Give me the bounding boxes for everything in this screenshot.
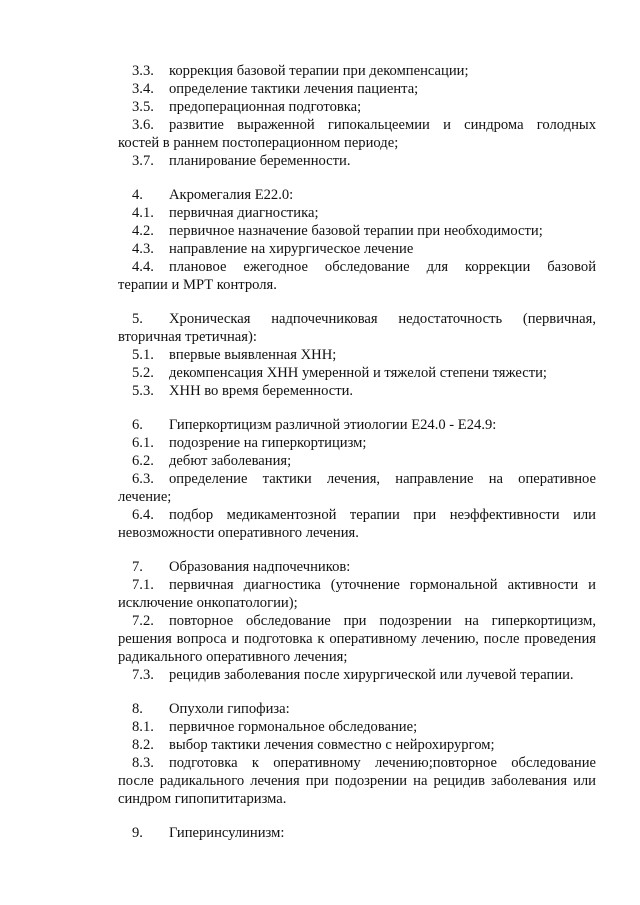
section-title: Акромегалия Е22.0: [169, 187, 294, 203]
section-title: Хроническая надпочечниковая недостаточность (первичная, [169, 311, 596, 327]
item-number: 6.4. [132, 507, 154, 523]
item-text: первичная диагностика; [169, 205, 319, 221]
item-text-cont: лечение; [118, 489, 172, 505]
item-text: первичная диагностика (уточнение гормональной активности и [169, 577, 596, 593]
item-number: 4.4. [132, 259, 154, 275]
item-number: 7.1. [132, 577, 154, 593]
section-number: 8. [132, 701, 143, 717]
item-number: 3.3. [132, 63, 154, 79]
section-number: 6. [132, 417, 143, 433]
item-number: 3.6. [132, 117, 154, 133]
item-text: планирование беременности. [169, 153, 351, 169]
item-text-cont: костей в раннем постоперационном периоде; [118, 135, 399, 151]
item-text-cont: синдром гипопититаризма. [118, 791, 287, 807]
section-number: 7. [132, 559, 143, 575]
item-text-cont: исключение онкопатологии); [118, 595, 298, 611]
item-text: подозрение на гиперкортицизм; [169, 435, 367, 451]
item-text: предоперационная подготовка; [169, 99, 362, 115]
item-text: рецидив заболевания после хирургической или лучевой терапии. [169, 667, 574, 683]
item-text: подготовка к оперативному лечению;повторное обследование [169, 755, 596, 771]
item-text: первичное назначение базовой терапии при необходимости; [169, 223, 543, 239]
section-number: 9. [132, 825, 143, 841]
section-title-cont: вторичная третичная): [118, 329, 257, 345]
item-text: выбор тактики лечения совместно с нейрохирургом; [169, 737, 495, 753]
item-text: декомпенсация ХНН умеренной и тяжелой степени тяжести; [169, 365, 547, 381]
item-number: 3.4. [132, 81, 154, 97]
section-number: 4. [132, 187, 143, 203]
item-text: первичное гормональное обследование; [169, 719, 418, 735]
item-number: 8.1. [132, 719, 154, 735]
item-text: впервые выявленная ХНН; [169, 347, 337, 363]
item-number: 5.3. [132, 383, 154, 399]
item-text-cont: невозможности оперативного лечения. [118, 525, 359, 541]
item-text: плановое ежегодное обследование для коррекции базовой [169, 259, 596, 275]
item-number: 4.2. [132, 223, 154, 239]
item-number: 3.7. [132, 153, 154, 169]
item-text-cont: радикального оперативного лечения; [118, 649, 348, 665]
item-text: подбор медикаментозной терапии при неэффективности или [169, 507, 596, 523]
item-number: 8.2. [132, 737, 154, 753]
item-text: определение тактики лечения, направление на оперативное [169, 471, 596, 487]
item-text: коррекция базовой терапии при декомпенсации; [169, 63, 469, 79]
item-text-cont: после радикального лечения при подозрении на рецидив заболевания или [118, 773, 596, 789]
item-number: 5.1. [132, 347, 154, 363]
section-title: Гиперкортицизм различной этиологии Е24.0 - Е24.9: [169, 417, 497, 433]
item-number: 7.3. [132, 667, 154, 683]
item-text: определение тактики лечения пациента; [169, 81, 419, 97]
item-number: 3.5. [132, 99, 154, 115]
section-number: 5. [132, 311, 143, 327]
item-text: развитие выраженной гипокальцеемии и синдрома голодных [169, 117, 596, 133]
item-text: направление на хирургическое лечение [169, 241, 414, 257]
section-title: Образования надпочечников: [169, 559, 351, 575]
item-number: 4.1. [132, 205, 154, 221]
section-title: Опухоли гипофиза: [169, 701, 290, 717]
item-number: 6.2. [132, 453, 154, 469]
item-number: 8.3. [132, 755, 154, 771]
item-text: ХНН во время беременности. [169, 383, 354, 399]
item-number: 5.2. [132, 365, 154, 381]
item-number: 4.3. [132, 241, 154, 257]
section-title: Гиперинсулинизм: [169, 825, 285, 841]
item-text-cont: решения вопроса и подготовка к оперативному лечению, после проведения [118, 631, 596, 647]
item-number: 6.1. [132, 435, 154, 451]
item-text: дебют заболевания; [169, 453, 292, 469]
item-number: 7.2. [132, 613, 154, 629]
item-text: повторное обследование при подозрении на гиперкортицизм, [169, 613, 596, 629]
item-number: 6.3. [132, 471, 154, 487]
item-text-cont: терапии и МРТ контроля. [118, 277, 277, 293]
